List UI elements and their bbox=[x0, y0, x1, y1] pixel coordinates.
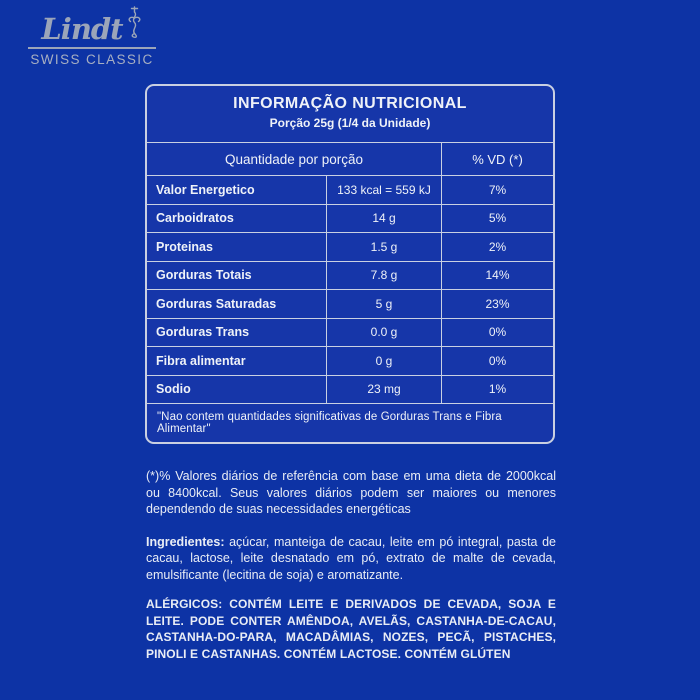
nutrient-daily-value: 5% bbox=[488, 211, 507, 226]
nutrient-daily-value: 1% bbox=[488, 382, 507, 397]
lindt-logo bbox=[28, 6, 156, 67]
sub-brand-name: SWISS CLASSIC bbox=[30, 52, 154, 67]
column-header-row bbox=[147, 143, 553, 176]
column-header-quantity: Quantidade por porção bbox=[147, 143, 442, 175]
table-row bbox=[147, 347, 553, 376]
nutrition-table-header bbox=[147, 86, 553, 143]
allergens-paragraph: ALÉRGICOS: CONTÉM LEITE E DERIVADOS DE CEVADA, SOJA E LEITE. PODE CONTER AMÊNDOA, AVELÃS, CASTANHA-DE-CACAU, CASTANHA-DO-PARA, MACADÂMIAS, NOZES, PECÃ, PISTACHES, PINOLI E CASTANHAS. CONTÉM LACTOSE. CONTÉM GLÚTEN bbox=[146, 597, 556, 661]
table-row bbox=[147, 176, 553, 205]
daily-values-reference-note: (*)% Valores diários de referência com base em uma dieta de 2000kcal ou 8400kcal. Seus valores diários podem ser maiores ou menores dependendo de suas necessidades energéticas bbox=[146, 469, 556, 516]
nutrient-name: Proteinas bbox=[147, 233, 327, 261]
portion-size: Porção 25g (1/4 da Unidade) bbox=[269, 116, 431, 130]
nutrient-name: Valor Energetico bbox=[147, 176, 327, 204]
nutrient-daily-value: 7% bbox=[488, 182, 507, 197]
table-row bbox=[147, 262, 553, 291]
nutrient-daily-value: 0% bbox=[488, 325, 507, 340]
nutrient-daily-value: 2% bbox=[488, 239, 507, 254]
nutrient-amount: 23 mg bbox=[327, 376, 442, 404]
ingredients-paragraph bbox=[146, 534, 556, 584]
nutrient-amount: 133 kcal = 559 kJ bbox=[327, 176, 442, 204]
label-text-block bbox=[146, 468, 556, 662]
table-row bbox=[147, 376, 553, 405]
nutrient-amount: 14 g bbox=[327, 205, 442, 233]
table-footnote: "Nao contem quantidades significativas de Gorduras Trans e Fibra Alimentar" bbox=[157, 411, 502, 435]
logo-divider bbox=[28, 47, 156, 49]
nutrient-amount: 0 g bbox=[327, 347, 442, 375]
table-row bbox=[147, 233, 553, 262]
nutrient-amount: 5 g bbox=[327, 290, 442, 318]
table-row bbox=[147, 290, 553, 319]
table-row bbox=[147, 205, 553, 234]
ingredients-label: Ingredientes: bbox=[146, 534, 225, 549]
nutrient-daily-value: 23% bbox=[485, 296, 510, 311]
table-row bbox=[147, 319, 553, 348]
nutrient-name: Carboidratos bbox=[147, 205, 327, 233]
nutrient-amount: 0.0 g bbox=[327, 319, 442, 347]
nutrient-name: Gorduras Trans bbox=[147, 319, 327, 347]
nutrition-title: INFORMAÇÃO NUTRICIONAL bbox=[233, 95, 467, 112]
nutrient-amount: 7.8 g bbox=[327, 262, 442, 290]
lindt-logo-top bbox=[28, 6, 156, 44]
nutrient-daily-value: 0% bbox=[488, 353, 507, 368]
nutrient-name: Fibra alimentar bbox=[147, 347, 327, 375]
ingredients-text: açúcar, manteiga de cacau, leite em pó integral, pasta de cacau, lactose, leite desnatado em pó, extrato de malte de cevada, emulsificante (lecitina de soja) e aromatizante. bbox=[146, 534, 556, 582]
lindt-dragon-emblem-icon bbox=[126, 5, 143, 44]
nutrient-name: Sodio bbox=[147, 376, 327, 404]
column-header-daily-value: % VD (*) bbox=[472, 151, 523, 167]
lindt-wordmark: Lindt bbox=[41, 12, 123, 46]
nutrition-table bbox=[145, 84, 555, 444]
nutrient-amount: 1.5 g bbox=[327, 233, 442, 261]
nutrient-daily-value: 14% bbox=[485, 268, 510, 283]
nutrient-name: Gorduras Saturadas bbox=[147, 290, 327, 318]
nutrient-name: Gorduras Totais bbox=[147, 262, 327, 290]
